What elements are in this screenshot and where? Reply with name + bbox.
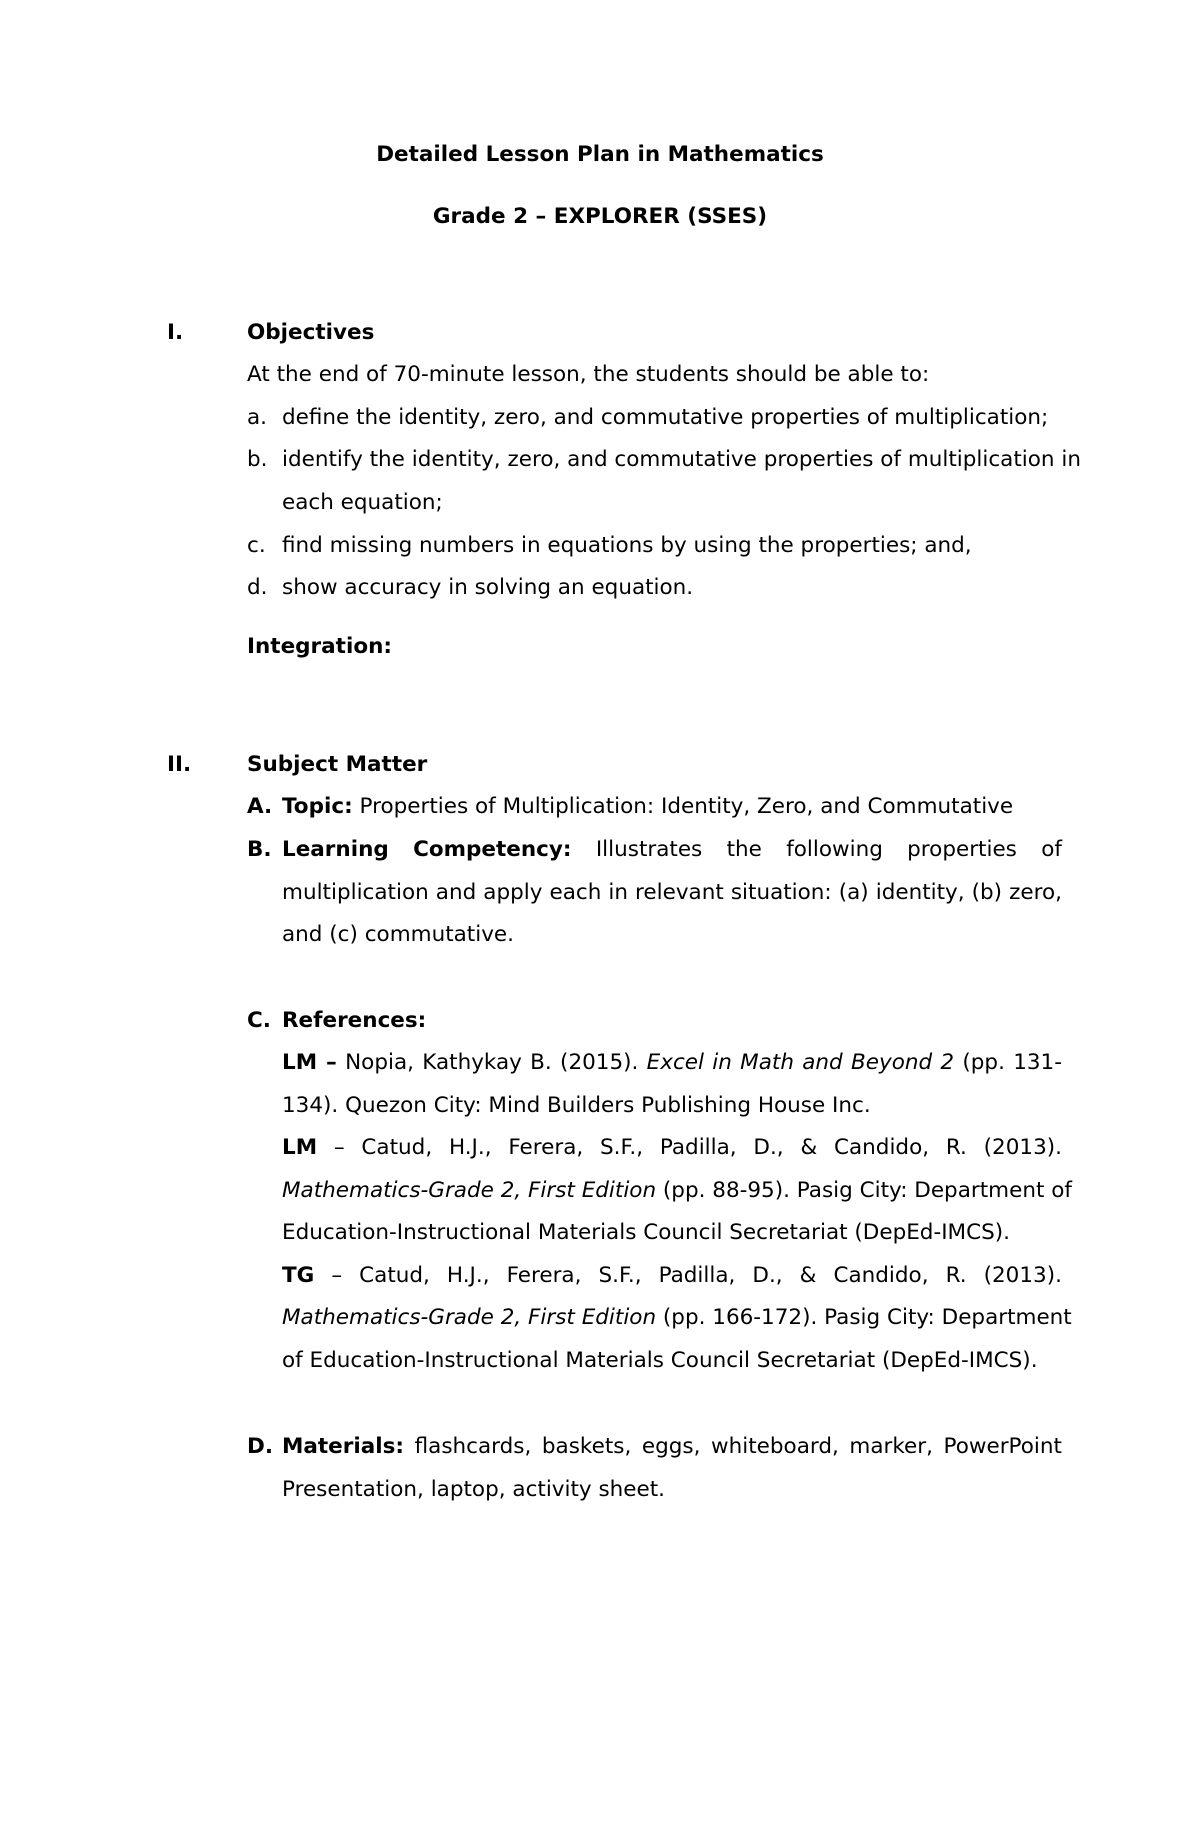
reference-word: S.F., <box>598 1263 642 1288</box>
materials-letter: D. <box>247 1434 274 1459</box>
reference-word: Ferera, <box>508 1135 584 1160</box>
reference-word: Catud, <box>359 1263 430 1288</box>
competency-word: of <box>1041 837 1062 862</box>
materials-word: eggs, <box>641 1434 701 1459</box>
reference-tag: TG <box>282 1263 315 1288</box>
materials-word: baskets, <box>541 1434 632 1459</box>
reference-3-line-2 <box>282 1305 1072 1330</box>
reference-pages: (pp. 131- <box>954 1050 1062 1075</box>
section-numeral-objectives: I. <box>167 320 184 345</box>
materials-word: marker, <box>849 1434 933 1459</box>
reference-word: (2013). <box>983 1135 1062 1160</box>
reference-word: Padilla, <box>659 1135 737 1160</box>
reference-word: Candido, <box>833 1135 930 1160</box>
reference-word: & <box>799 1263 817 1288</box>
reference-pages: (pp. 166-172). Pasig City: Department <box>656 1305 1072 1330</box>
reference-word: R. <box>945 1263 967 1288</box>
document-subtitle: Grade 2 – EXPLORER (SSES) <box>432 204 768 229</box>
reference-2-line-2 <box>282 1178 1072 1203</box>
reference-word: S.F., <box>600 1135 644 1160</box>
reference-title: Mathematics-Grade 2, First Edition <box>282 1305 657 1330</box>
materials-label: Materials: <box>282 1434 405 1459</box>
materials-word: flashcards, <box>414 1434 532 1459</box>
reference-title: Mathematics-Grade 2, First Edition <box>282 1178 657 1203</box>
competency-word: Illustrates <box>595 837 703 862</box>
objective-text-c: find missing numbers in equations by using the properties; and, <box>282 533 972 558</box>
reference-word: Catud, <box>361 1135 433 1160</box>
reference-word: Ferera, <box>506 1263 582 1288</box>
competency-line-1 <box>282 837 1062 862</box>
section-heading-subject-matter: Subject Matter <box>247 752 428 777</box>
reference-title: Excel in Math and Beyond 2 <box>646 1050 955 1075</box>
reference-word: – <box>333 1135 345 1160</box>
competency-word: properties <box>907 837 1017 862</box>
references-letter: C. <box>247 1008 271 1033</box>
competency-letter: B. <box>247 837 272 862</box>
competency-word: following <box>786 837 883 862</box>
references-label: References: <box>282 1008 427 1033</box>
reference-word: D., <box>753 1135 784 1160</box>
reference-1-line-1 <box>282 1050 1062 1075</box>
reference-2-line-1 <box>282 1135 1062 1160</box>
competency-word: the <box>726 837 762 862</box>
materials-line-2: Presentation, laptop, activity sheet. <box>282 1477 666 1502</box>
reference-authors: Nopia, Kathykay B. (2015). <box>336 1050 647 1075</box>
reference-3-line-1 <box>282 1263 1062 1288</box>
reference-3-line-3: of Education-Instructional Materials Council Secretariat (DepEd-IMCS). <box>282 1348 1038 1373</box>
reference-word: D., <box>752 1263 783 1288</box>
objective-text-a: define the identity, zero, and commutative properties of multiplication; <box>282 405 1049 430</box>
section-numeral-subject-matter: II. <box>167 752 192 777</box>
objective-letter-a: a. <box>247 405 268 430</box>
reference-pages: (pp. 88-95). Pasig City: Department of <box>656 1178 1072 1203</box>
objective-text-b: identify the identity, zero, and commutative properties of multiplication in <box>282 447 1081 472</box>
section-heading-objectives: Objectives <box>247 320 375 345</box>
reference-word: Candido, <box>833 1263 929 1288</box>
competency-label-word: Learning <box>282 837 389 862</box>
competency-line-3: and (c) commutative. <box>282 922 514 947</box>
materials-word: whiteboard, <box>711 1434 839 1459</box>
objective-letter-b: b. <box>247 447 268 472</box>
topic-line <box>282 794 1013 819</box>
objective-letter-d: d. <box>247 575 268 600</box>
reference-word: Padilla, <box>658 1263 736 1288</box>
reference-word: H.J., <box>448 1135 492 1160</box>
reference-word: – <box>331 1263 343 1288</box>
objective-letter-c: c. <box>247 533 266 558</box>
reference-word: & <box>800 1135 818 1160</box>
topic-label: Topic: <box>282 794 353 819</box>
topic-text: Properties of Multiplication: Identity, Zero, and Commutative <box>359 794 1014 819</box>
reference-1-line-2: 134). Quezon City: Mind Builders Publishing House Inc. <box>282 1093 871 1118</box>
reference-word: R. <box>945 1135 967 1160</box>
reference-word: (2013). <box>983 1263 1062 1288</box>
objectives-intro: At the end of 70-minute lesson, the students should be able to: <box>247 362 930 387</box>
objective-text-d: show accuracy in solving an equation. <box>282 575 694 600</box>
materials-word: PowerPoint <box>943 1434 1062 1459</box>
topic-letter: A. <box>247 794 273 819</box>
objective-text-b-cont: each equation; <box>282 490 443 515</box>
reference-2-line-3: Education-Instructional Materials Council Secretariat (DepEd-IMCS). <box>282 1220 1010 1245</box>
integration-label: Integration: <box>247 634 392 659</box>
competency-label-word: Competency: <box>413 837 572 862</box>
reference-tag: LM – <box>282 1050 337 1075</box>
materials-line-1 <box>282 1434 1062 1459</box>
reference-word: H.J., <box>446 1263 490 1288</box>
reference-tag: LM <box>282 1135 318 1160</box>
document-title: Detailed Lesson Plan in Mathematics <box>376 142 824 167</box>
competency-line-2: multiplication and apply each in relevant situation: (a) identity, (b) zero, <box>282 880 1062 905</box>
